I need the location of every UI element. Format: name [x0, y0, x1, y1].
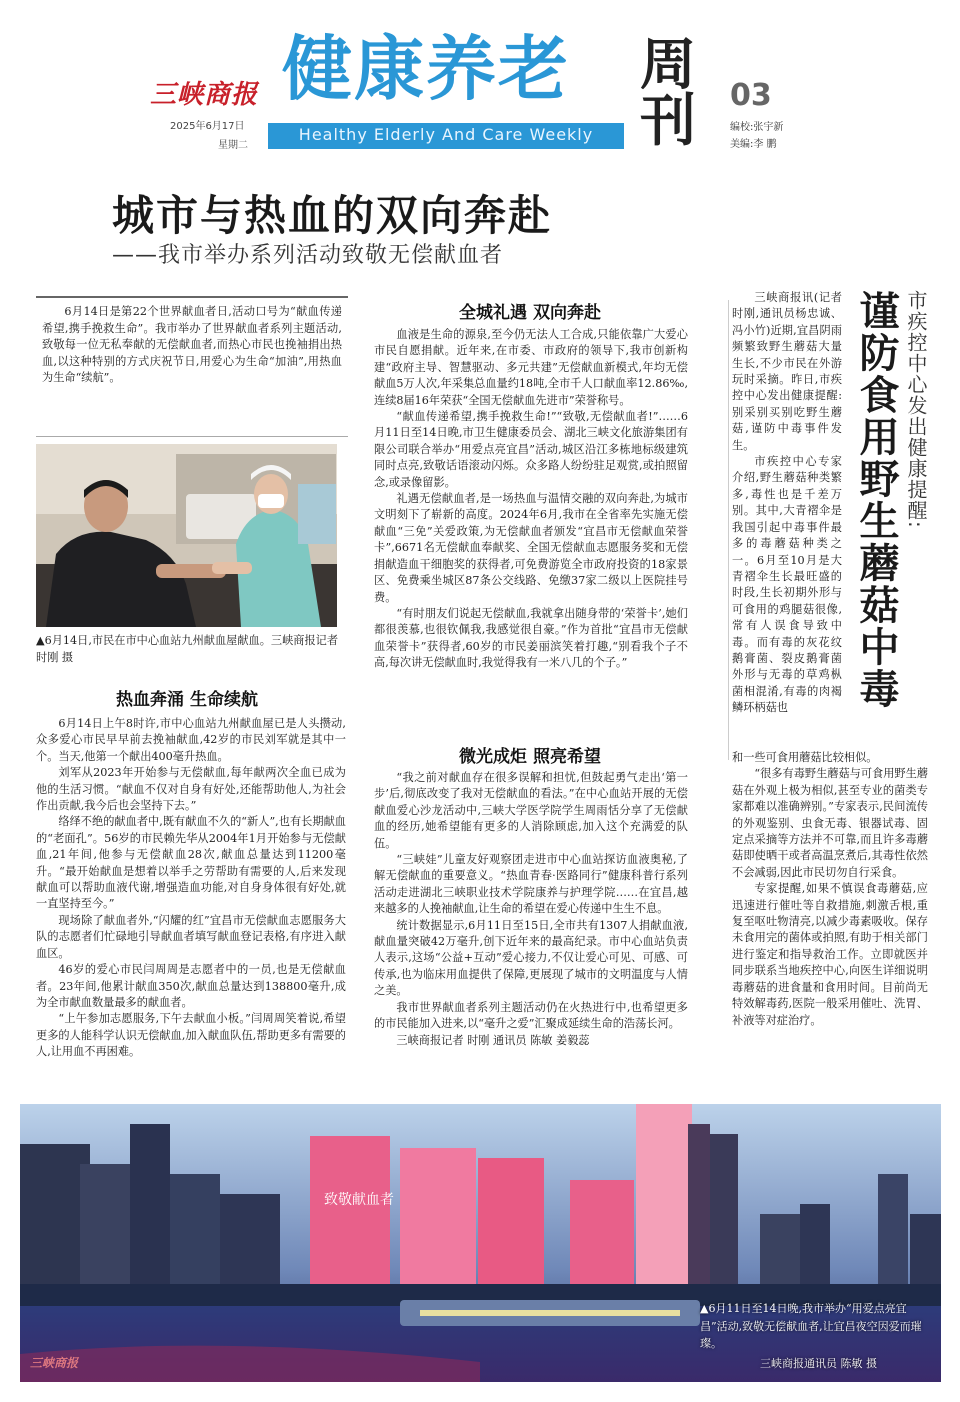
byline: 三峡商报记者 时刚 通讯员 陈敏 姜毅蕊 [396, 1033, 590, 1047]
paragraph: “三峡娃”儿童友好观察团走进市中心血站探访血液奥秘,了解无偿献血的重要意义。“热血青春·医路同行”健康科普行系列活动走进湖北三峡职业技术学院康养与护理学院……在宜昌,越来越多的人挽袖献血,让生命的希望在爱心传递中生生不息。 [374, 853, 688, 916]
paragraph: “献血传递希望,携手挽救生命!”“致敬,无偿献血者!”……6月11日至14日晚,市卫生健康委员会、湖北三峡文化旅游集团有限公司联合举办“用爱点亮宜昌”活动,城区沿江多栋地标级建筑同时点亮,致敬话语滚动闪烁。众多路人纷纷驻足观赏,或拍照留念,或录像留影。 [374, 410, 688, 489]
paragraph: 专家提醒,如果不慎误食毒蘑菇,应迅速进行催吐等自救措施,刺激舌根,重复至呕吐物清亮,以减少毒素吸收。保存未食用完的菌体或拍照,有助于相关部门进行鉴定和指导救治工作。立即就医并同步联系当地疾控中心,向医生详细说明毒蘑菇的进食量和食用时间。目前尚无特效解毒药,医院一般采用催吐、洗胃、补液等对症治疗。 [732, 882, 928, 1027]
section2-body [374, 327, 688, 672]
watermark-logo: 三峡商报 [30, 1356, 79, 1370]
section-title: 健康养老 [282, 28, 570, 110]
newspaper-brand-logo: 三峡商报 [150, 80, 259, 110]
paragraph: 我市世界献血者系列主题活动仍在火热进行中,也希望更多的市民能加入进来,以“毫升之爱”汇聚成延续生命的浩荡长河。 [374, 1000, 688, 1031]
editor-credits [730, 119, 783, 153]
paragraph: 礼遇无偿献血者,是一场热血与温情交融的双向奔赴,为城市文明刻下了崭新的高度。2024年6月,我市在全省率先实施无偿献血“三免”关爱政策,为无偿献血者颁发“宜昌市无偿献血荣誉卡”,6671名无偿献血奉献奖、全国无偿献血志愿服务奖和无偿捐献造血干细胞奖的获得者,可免费游览全市政府投资的18家景区、免费乘坐城区87条公交线路、免缴37家二级以上医院挂号费。 [374, 492, 688, 604]
issue-weekday: 星期二 [218, 140, 248, 151]
photo2-credit: 三峡商报通讯员 陈敏 摄 [760, 1357, 877, 1370]
paragraph: 三峡商报讯(记者时刚,通讯员杨忠诚、冯小竹)近期,宜昌阴雨频繁致野生蘑菇大量生长,不少市民在外游玩时采摘。昨日,市疾控中心发出健康提醒:别采别买别吃野生蘑菇,谨防中毒事件发生。 [732, 291, 842, 452]
paragraph: 络绎不绝的献血者中,既有献血不久的“新人”,也有长期献血的“老面孔”。56岁的市民赖先华从2004年1月开始参与无偿献血,21年间,他参与无偿献血28次,献血总量达到11200毫升。“最开始献血是想着以举手之劳帮助有需要的人,后来发现献血可以帮助血液代谢,增强造血功能,对自身身体很有好处,就一直坚持至今。” [36, 815, 346, 911]
section-subtitle-english: Healthy Elderly And Care Weekly [298, 125, 594, 144]
sidebar-body-narrow [732, 290, 842, 717]
section3-title: 微光成炬 照亮希望 [459, 747, 601, 767]
section2-title: 全城礼遇 双向奔赴 [459, 303, 601, 323]
blood-donation-illustration [36, 444, 337, 627]
weekly-label: 周刊 [640, 33, 696, 154]
section1-title: 热血奔涌 生命续航 [116, 690, 258, 710]
designer-line: 美编:李 鹏 [730, 139, 777, 150]
paragraph: 6月14日上午8时许,市中心血站九州献血屋已是人头攒动,众多爱心市民早早前去挽袖献血,42岁的市民刘军就是其中一个。当天,他第一个献出400毫升热血。 [36, 717, 346, 763]
paragraph: 46岁的爱心市民闫周周是志愿者中的一员,也是无偿献血者。23年间,他累计献血350次,献血总量达到138800毫升,成为全市献血数量最多的献血者。 [36, 963, 346, 1009]
paragraph: 和一些可食用蘑菇比较相似。 [732, 751, 878, 764]
paragraph: 市疾控中心专家介绍,野生蘑菇种类繁多,毒性也是千差万别。其中,大青褶伞是我国引起中毒事件最多的毒蘑菇种类之一。6月至10月是大青褶伞生长最旺盛的时段,生长初期外形与可食用的鸡腿菇很像,常有人误食导致中毒。而有毒的灰花纹鹅膏菌、裂皮鹅膏菌外形与无毒的草鸡枞菌相混淆,有毒的肉褐鳞环柄菇也 [732, 455, 842, 715]
paragraph: “上午参加志愿服务,下午去献血小板。”闫周周笑着说,希望更多的人能科学认识无偿献血,加入献血队伍,帮助更多有需要的人,让用血不再困难。 [36, 1012, 346, 1059]
photo1-caption: ▲6月14日,市民在市中心血站九州献血屋献血。三峡商报记者 时刚 摄 [36, 634, 339, 664]
paragraph: 刘军从2023年开始参与无偿献血,每年献两次全血已成为他的生活习惯。“献血不仅对自身有好处,还能帮助他人,为社会作出贡献,我今后也会坚持下去。” [36, 766, 346, 813]
building-light-text: 致敬献血者 [324, 1192, 394, 1208]
section1-body [36, 716, 346, 1061]
photo2-caption: ▲6月11日至14日晚,我市举办“用爱点亮宜昌”活动,致敬无偿献血者,让宜昌夜空因爱而璀璨。 [700, 1302, 922, 1350]
paragraph: “我之前对献血存在很多误解和担忧,但鼓起勇气走出‘第一步’后,彻底改变了我对无偿献血的看法。”在中心血站开展的无偿献血爱心沙龙活动中,三峡大学医学院学生周雨恬分享了无偿献血的经历,她希望能有更多的人消除顾虑,加入这个充满爱的队伍。 [374, 771, 688, 850]
editor-line: 编校:张宇新 [730, 122, 784, 133]
paragraph: 现场除了献血者外,“闪耀的红”宜昌市无偿献血志愿服务大队的志愿者们忙碌地引导献血者填写献血登记表格,有序进入献血区。 [36, 913, 346, 960]
sidebar-kicker: 市疾控中心发出健康提醒: [904, 290, 928, 529]
paragraph: 统计数据显示,6月11日至15日,全市共有1307人捐献血液,献血量突破42万毫升,创下近年来的最高纪录。市中心血站负责人表示,这场“公益+互动”爱心接力,不仅让爱心可见、可感、可传承,也为临床用血提供了保障,更展现了城市的文明温度与人情之美。 [374, 918, 688, 998]
column-divider [728, 300, 729, 760]
paragraph: 血液是生命的源泉,至今仍无法人工合成,只能依靠广大爱心市民自愿捐献。近年来,在市委、市政府的领导下,我市创新构建“政府主导、智慧驱动、多元共建”无偿献血新模式,年均无偿献血5万人次,年采集总血量约18吨,全市千人口献血率12.86‰,连续8届16年荣获“全国无偿献血先进市”荣誉称号。 [374, 328, 688, 407]
headline: 城市与热血的双向奔赴 [112, 191, 553, 240]
section3-body [374, 770, 688, 1049]
paragraph: “有时朋友们说起无偿献血,我就拿出随身带的‘荣誉卡’,她们都很羡慕,也很钦佩我,我感觉很自豪。”作为首批“宜昌市无偿献血荣誉卡”获得者,60岁的市民姜丽滨笑着打趣,“别看我个子不高,每次讲无偿献血时,我觉得我有一米八几的个子。” [374, 606, 688, 670]
paragraph: “很多有毒野生蘑菇与可食用野生蘑菇在外观上极为相似,甚至专业的菌类专家都难以准确辨别。”专家表示,民间流传的外观鉴别、虫食无毒、银器试毒、固定点采摘等方法并不可靠,而且许多毒蘑菇即使晒干或者高温烹煮后,其毒性依然不会减弱,因此市民切勿自行采食。 [732, 767, 928, 879]
lead-paragraph: 6月14日是第22个世界献血者日,活动口号为“献血传递希望,携手挽救生命”。我市举办了世界献血者系列主题活动,致敬每一位无私奉献的无偿献血者,而热心市民也挽袖捐出热血,以这种特别的方式庆祝节日,用爱心为生命“加油”,用热血为生命“续航”。 [42, 305, 342, 384]
blood-donation-photo [36, 444, 337, 627]
page-number: 03 [730, 78, 772, 113]
sidebar-title: 谨防食用野生蘑菇中毒 [853, 290, 899, 710]
issue-date: 2025年6月17日 [170, 121, 245, 132]
subheadline: ——我市举办系列活动致敬无偿献血者 [112, 243, 504, 268]
sidebar-body-wide [732, 750, 928, 1029]
